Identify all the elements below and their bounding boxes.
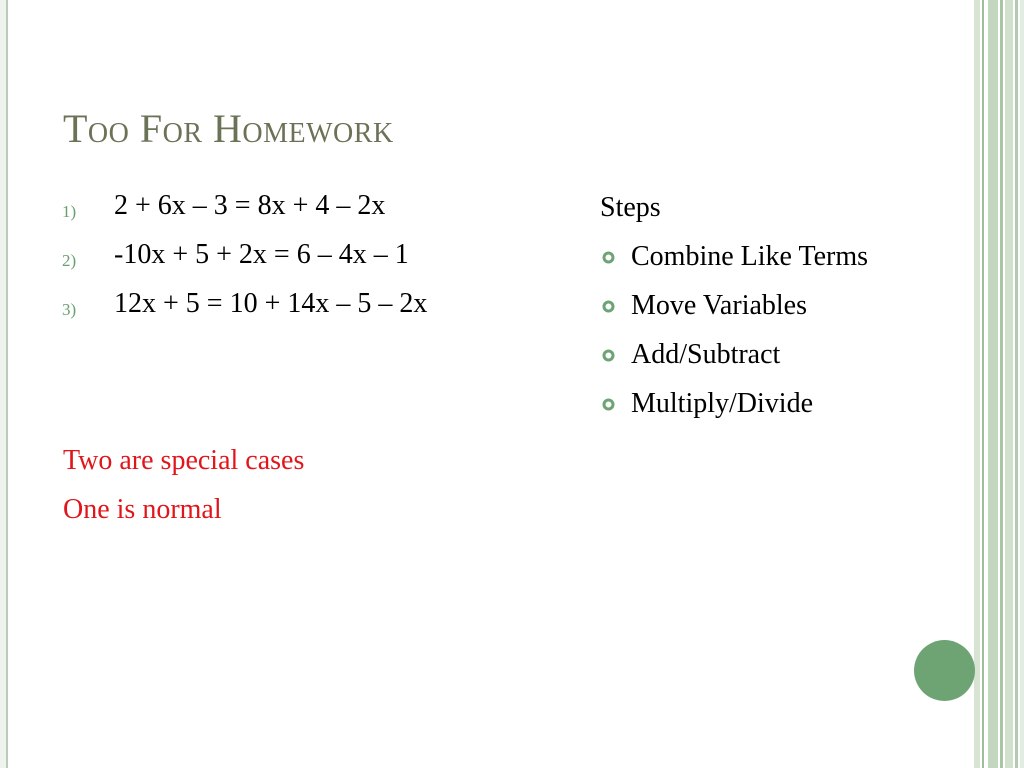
stripe-4 [1000, 0, 1003, 768]
equation-item-1 [62, 188, 582, 237]
left-border-decoration [0, 0, 8, 768]
equation-text: -10x + 5 + 2x = 6 – 4x – 1 [114, 239, 409, 270]
step-item-4 [600, 386, 980, 435]
equation-text: 2 + 6x – 3 = 8x + 4 – 2x [114, 190, 386, 221]
equation-number: 2) [62, 251, 77, 270]
steps-column [600, 190, 980, 435]
step-label: Add/Subtract [631, 339, 781, 370]
equation-text: 12x + 5 = 10 + 14x – 5 – 2x [114, 288, 428, 319]
step-label: Move Variables [631, 290, 807, 321]
step-label: Combine Like Terms [631, 241, 869, 272]
step-item-1 [600, 239, 980, 288]
equation-item-3 [62, 286, 582, 335]
equation-item-2 [62, 237, 582, 286]
stripe-3 [988, 0, 998, 768]
step-item-2 [600, 288, 980, 337]
ring-bullet-icon [602, 300, 615, 313]
slide-title: Too For Homework [63, 106, 394, 151]
stripe-5 [1005, 0, 1013, 768]
equation-number: 1) [62, 202, 77, 221]
right-stripes-decoration [974, 0, 1024, 768]
stripe-6 [1015, 0, 1018, 768]
ring-bullet-icon [602, 398, 615, 411]
step-item-3 [600, 337, 980, 386]
note-special-cases: Two are special cases [63, 445, 305, 476]
stripe-7 [1020, 0, 1024, 768]
equation-list [62, 188, 582, 335]
equation-number: 3) [62, 300, 77, 319]
green-circle-decoration [914, 640, 975, 701]
ring-bullet-icon [602, 251, 615, 264]
stripe-2 [982, 0, 984, 768]
step-label: Multiply/Divide [631, 388, 813, 419]
steps-heading: Steps [600, 192, 661, 223]
note-normal: One is normal [63, 494, 222, 525]
ring-bullet-icon [602, 349, 615, 362]
notes-block [63, 436, 304, 534]
